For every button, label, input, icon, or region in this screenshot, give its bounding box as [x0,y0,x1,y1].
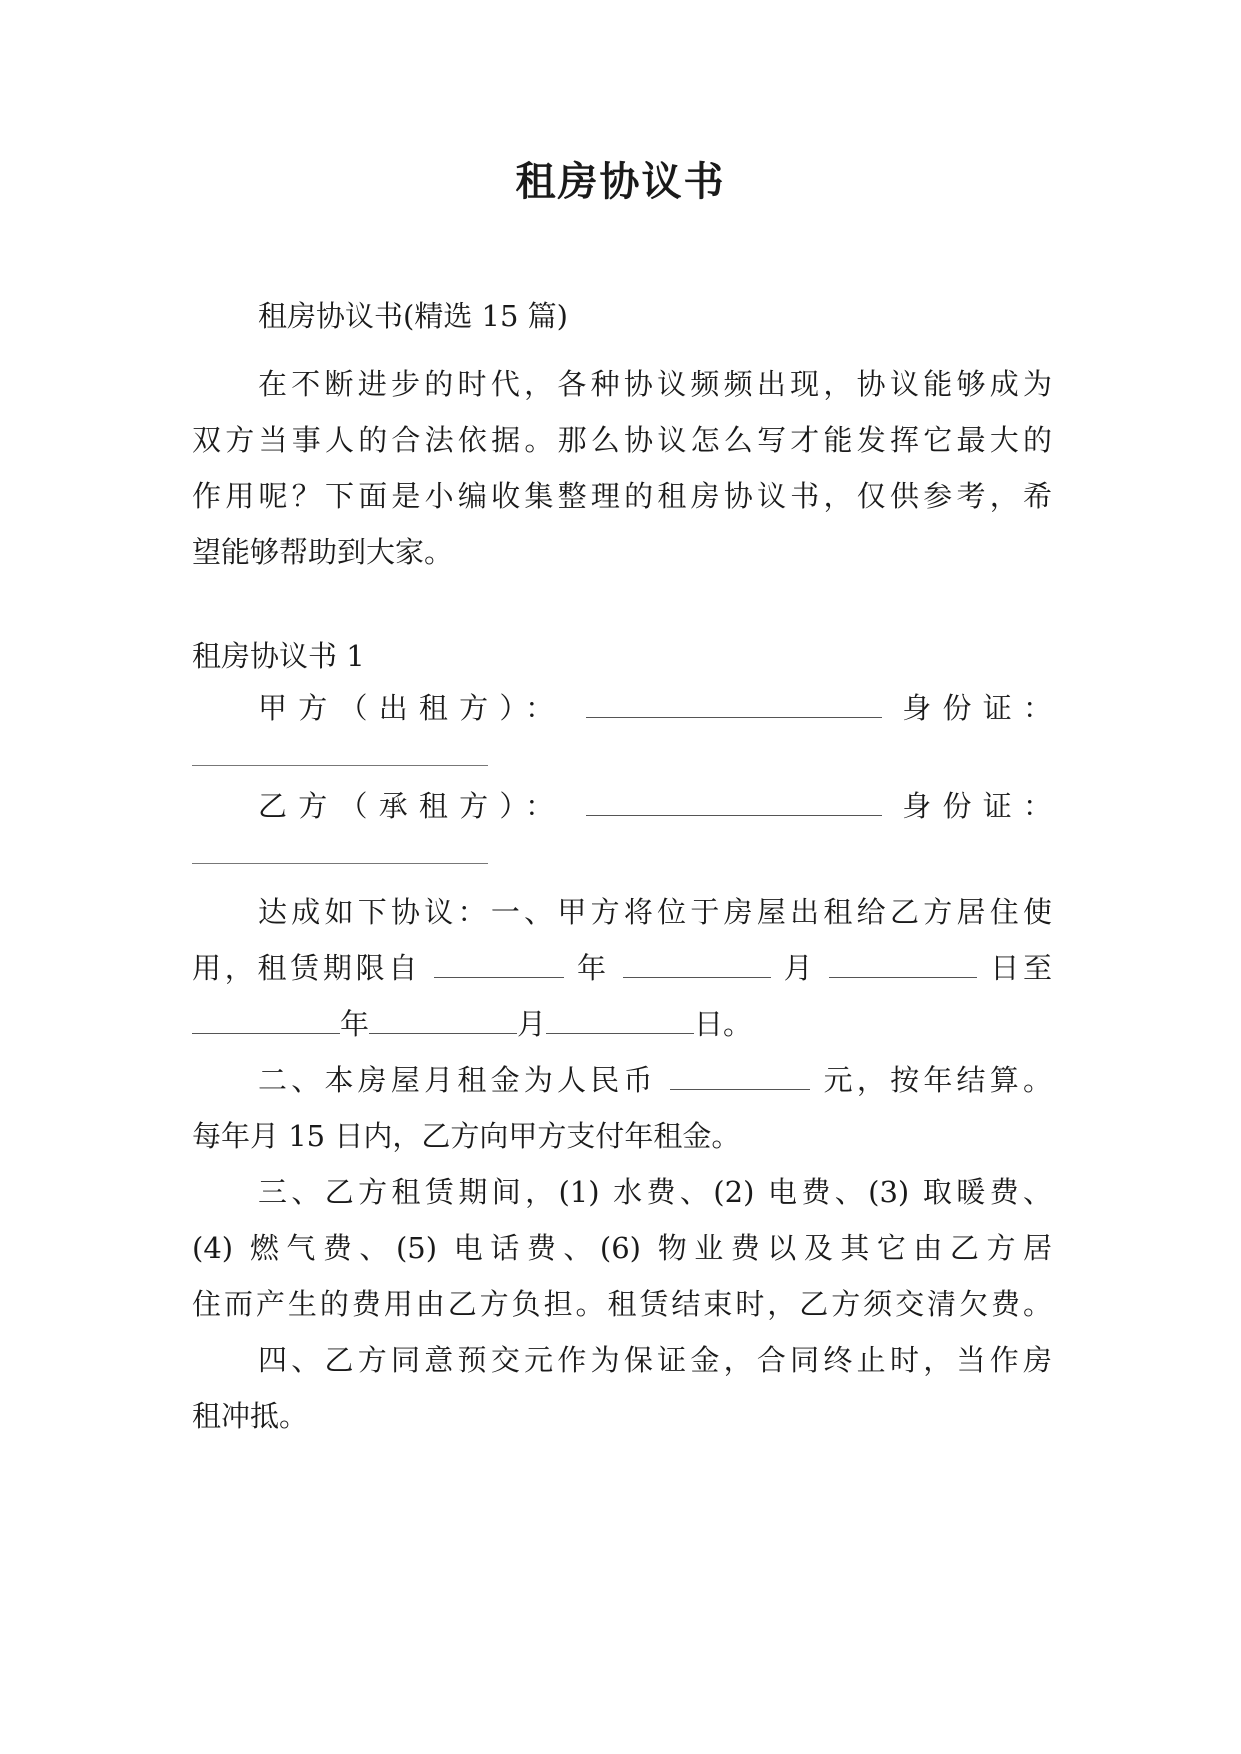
start-month-blank [623,951,771,978]
end-day-blank [546,1007,694,1034]
clause2-line-1 [258,1060,1052,1100]
clause1-day-end-label: 日。 [694,1007,753,1041]
document-subtitle: 租房协议书(精选 15 篇) [258,299,568,333]
clause1-prefix: 用，租赁期限自 [192,951,422,985]
intro-line-1: 在不断进步的时代，各种协议频频出现，协议能够成为 [258,367,1052,401]
party-b-label: 乙方（承租方）： [258,789,566,823]
party-a-row [258,688,1052,728]
party-a-label: 甲方（出租方）： [258,691,566,725]
party-b-name-blank [586,789,882,816]
clause2-line-2: 每年月 15 日内，乙方向甲方支付年租金。 [192,1119,741,1153]
document-title: 租房协议书 [515,159,726,205]
party-b-id-blank [192,863,488,864]
clause3-line-1: 三、乙方租赁期间，(1) 水费、(2) 电费、(3) 取暖费、 [258,1175,1052,1209]
rent-amount-blank [670,1063,810,1090]
clause1-month-label: 月 [783,951,817,985]
intro-line-3: 作用呢？下面是小编收集整理的租房协议书，仅供参考，希 [192,479,1052,513]
clause1-year2-label: 年 [340,1007,370,1041]
intro-line-2: 双方当事人的合法依据。那么协议怎么写才能发挥它最大的 [192,423,1052,457]
clause1-month2-label: 月 [517,1007,547,1041]
section-heading: 租房协议书 1 [192,639,365,673]
end-month-blank [369,1007,517,1034]
start-day-blank [829,951,977,978]
clause2-suffix: 元，按年结算。 [823,1063,1053,1097]
start-year-blank [434,951,564,978]
clause1-line-1: 达成如下协议：一、甲方将位于房屋出租给乙方居住使 [258,895,1052,929]
clause2-prefix: 二、本房屋月租金为人民币 [258,1063,657,1097]
party-b-row [258,786,1052,826]
party-b-id-label: 身份证： [902,789,1052,823]
clause3-line-3: 住而产生的费用由乙方负担。租赁结束时，乙方须交清欠费。 [192,1287,1052,1321]
party-a-name-blank [586,691,882,718]
clause4-line-2: 租冲抵。 [192,1399,309,1433]
intro-line-4: 望能够帮助到大家。 [192,535,454,569]
end-year-blank [192,1007,340,1034]
clause1-line-2 [192,948,1052,988]
clause4-line-1: 四、乙方同意预交元作为保证金，合同终止时，当作房 [258,1343,1052,1377]
party-a-id-blank [192,765,488,766]
clause1-year-label: 年 [577,951,610,985]
clause3-line-2: (4) 燃气费、(5) 电话费、(6) 物业费以及其它由乙方居 [192,1231,1052,1265]
party-a-id-label: 身份证： [902,691,1052,725]
clause1-day-to-label: 日至 [990,951,1053,985]
clause1-line-3 [192,1004,1052,1044]
